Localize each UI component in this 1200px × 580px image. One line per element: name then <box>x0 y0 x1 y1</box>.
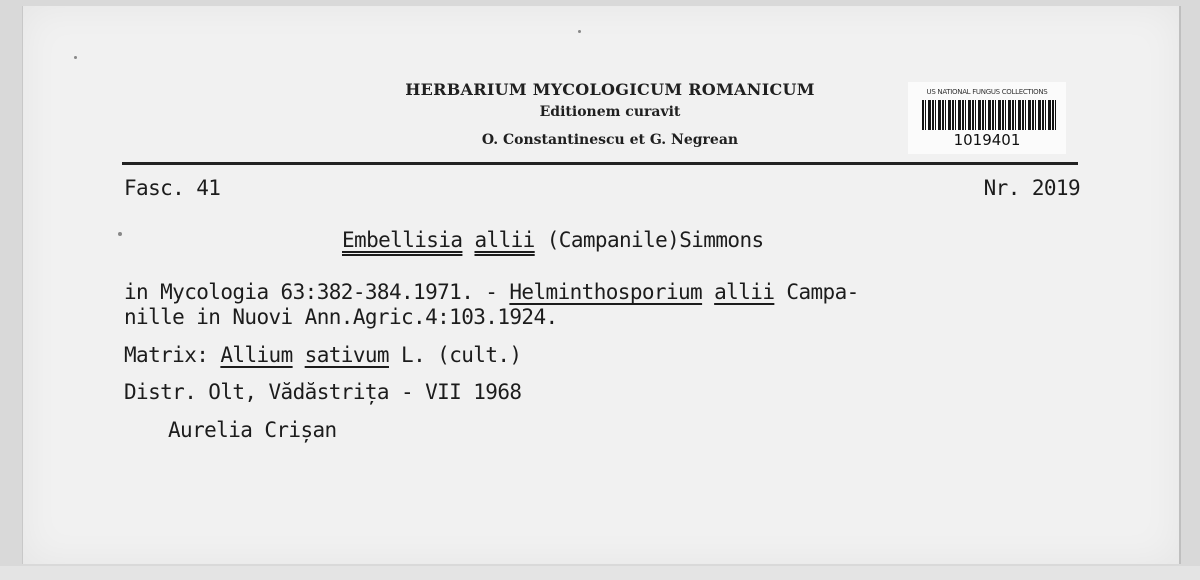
herbarium-title: HERBARIUM MYCOLOGICUM ROMANICUM <box>405 80 815 99</box>
citation-line-2: nille in Nuovi Ann.Agric.4:103.1924. <box>124 305 558 329</box>
speck <box>118 232 122 236</box>
background-strip <box>0 566 1200 580</box>
fascicle-number: Fasc. 41 <box>124 176 221 200</box>
specimen-number: Nr. 2019 <box>983 176 1080 200</box>
barcode-caption: US NATIONAL FUNGUS COLLECTIONS <box>926 88 1048 96</box>
collector-name: Aurelia Crișan <box>168 418 337 442</box>
editors: O. Constantinescu et G. Negrean <box>481 132 739 148</box>
barcode-number: 1019401 <box>953 131 1021 149</box>
species-authority: (Campanile)Simmons <box>546 228 764 252</box>
matrix-epithet: sativum <box>304 343 389 367</box>
header-divider <box>122 162 1078 165</box>
matrix-line <box>124 343 521 367</box>
synonym-epithet: allii <box>714 280 775 304</box>
matrix-genus: Allium <box>220 343 293 367</box>
matrix-prefix: Matrix: <box>124 343 221 367</box>
citation-line-1 <box>124 280 859 304</box>
speck <box>578 30 581 33</box>
distribution-line: Distr. Olt, Vădăstrița - VII 1968 <box>124 380 522 404</box>
species-genus: Embellisia <box>342 228 463 252</box>
citation-part1: in Mycologia 63:382-384.1971. - <box>124 280 510 304</box>
citation-part2: Campa- <box>774 280 859 304</box>
species-name <box>342 228 764 252</box>
speck <box>74 56 77 59</box>
synonym-genus: Helminthosporium <box>509 280 703 304</box>
matrix-suffix: L. (cult.) <box>388 343 522 367</box>
editor-subtitle: Editionem curavit <box>539 104 681 120</box>
barcode-icon <box>922 100 1056 130</box>
species-epithet: allii <box>474 228 535 252</box>
